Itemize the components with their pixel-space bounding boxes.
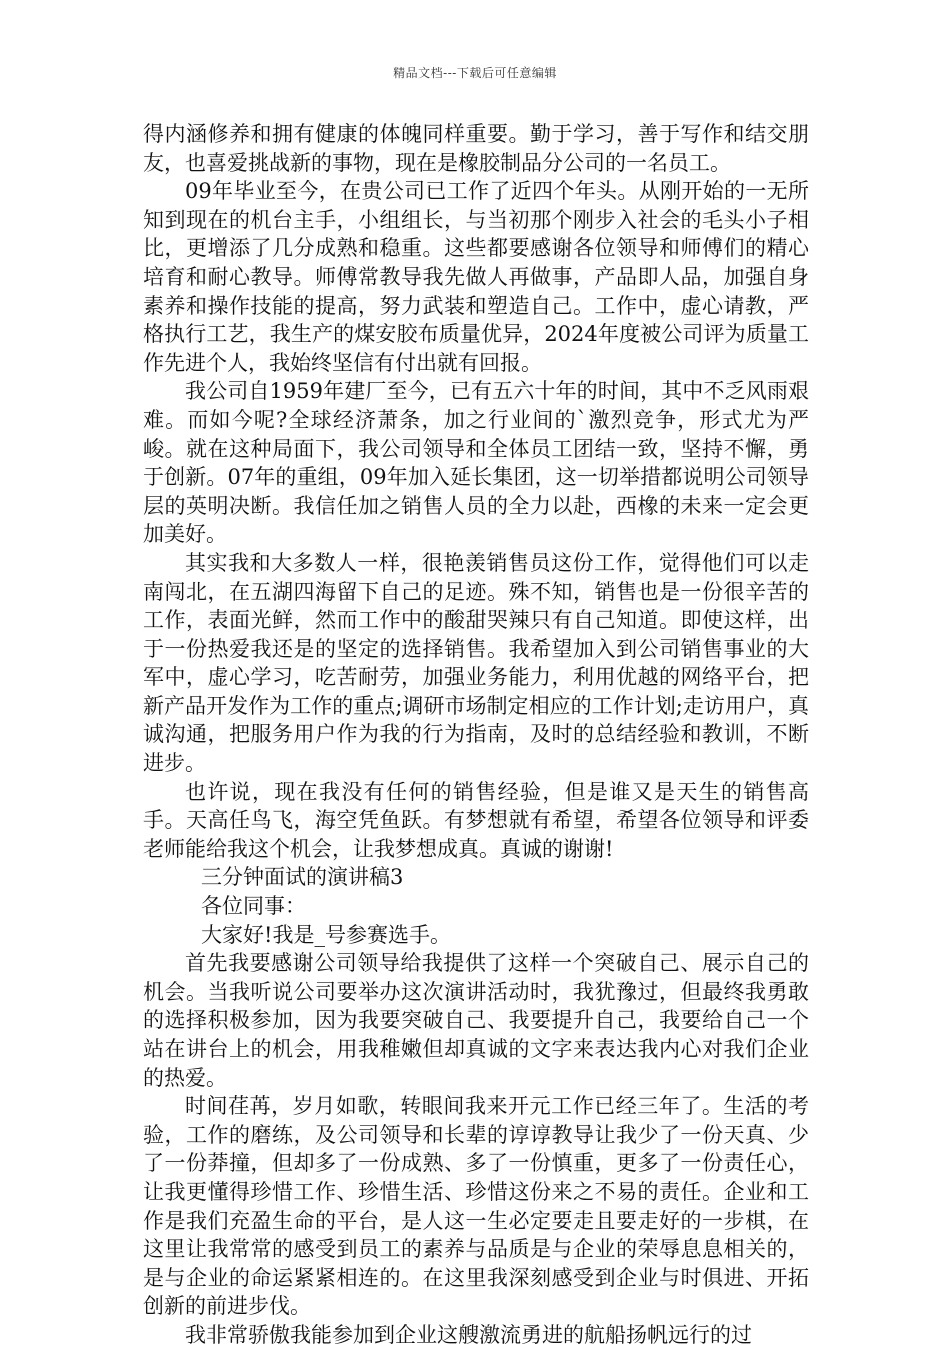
paragraph: 09年毕业至今，在贵公司已工作了近四个年头。从刚开始的一无所知到现在的机台主手，小组组长，与当初那个刚步入社会的毛头小子相比，更增添了几分成熟和稳重。这些都要感谢各位领导和师傅们的精心培育和耐心教导。师傅常教导我先做人再做事，产品即人品，加强自身素养和操作技能的提高，努力武装和塑造自己。工作中，虚心请教，严格执行工艺，我生产的煤安胶布质量优异，2024年度被公司评为质量工作先进个人，我始终坚信有付出就有回报。 xyxy=(143,179,809,375)
paragraph: 我公司自1959年建厂至今，已有五六十年的时间，其中不乏风雨艰难。而如今呢?全球经济萧条，加之行业间的`激烈竞争，形式尤为严峻。就在这种局面下，我公司领导和全体员工团结一致，坚持不懈，勇于创新。07年的重组，09年加入延长集团，这一切举措都说明公司领导层的英明决断。我信任加之销售人员的全力以赴，西橡的未来一定会更加美好。 xyxy=(143,379,809,547)
paragraph: 也许说，现在我没有任何的销售经验，但是谁又是天生的销售高手。天高任鸟飞，海空凭鱼跃。有梦想就有希望，希望各位领导和评委老师能给我这个机会，让我梦想成真。真诚的谢谢! xyxy=(143,779,809,861)
paragraph: 时间荏苒，岁月如歌，转眼间我来开元工作已经三年了。生活的考验，工作的磨练，及公司领导和长辈的谆谆教导让我少了一份天真、少了一份莽撞，但却多了一份成熟、多了一份慎重，更多了一份责任心，让我更懂得珍惜工作、珍惜生活、珍惜这份来之不易的责任。企业和工作是我们充盈生命的平台，是人这一生必定要走且要走好的一步棋，在这里让我常常的感受到员工的素养与品质是与企业的荣辱息息相关的，是与企业的命运紧紧相连的。在这里我深刻感受到企业与时俱进、开拓创新的前进步伐。 xyxy=(143,1094,809,1319)
section-title: 三分钟面试的演讲稿3 xyxy=(201,865,404,890)
salutation: 各位同事： xyxy=(201,894,306,919)
document-body xyxy=(143,120,809,1350)
paragraph: 其实我和大多数人一样，很艳羡销售员这份工作，觉得他们可以走南闯北，在五湖四海留下自己的足迹。殊不知，销售也是一份很辛苦的工作，表面光鲜，然而工作中的酸甜哭辣只有自己知道。即使这样，出于一份热爱我还是的坚定的选择销售。我希望加入到公司销售事业的大军中，虚心学习，吃苦耐劳，加强业务能力，利用优越的网络平台，把新产品开发作为工作的重点;调研市场制定相应的工作计划;走访用户，真诚沟通，把服务用户作为我的行为指南，及时的总结经验和教训，不断进步。 xyxy=(143,550,809,776)
greeting: 大家好!我是_号参赛选手。 xyxy=(201,922,451,947)
paragraph: 我非常骄傲我能参加到企业这艘激流勇进的航船扬帆远行的过 xyxy=(185,1322,752,1347)
paragraph: 得内涵修养和拥有健康的体魄同样重要。勤于学习，善于写作和结交朋友，也喜爱挑战新的事物，现在是橡胶制品分公司的一名员工。 xyxy=(143,122,809,175)
paragraph: 首先我要感谢公司领导给我提供了这样一个突破自己、展示自己的机会。当我听说公司要举办这次演讲活动时，我犹豫过，但最终我勇敢的选择积极参加，因为我要突破自己、我要提升自己，我要给自己一个站在讲台上的机会，用我稚嫩但却真诚的文字来表达我内心对我们企业的热爱。 xyxy=(143,951,809,1090)
page-header: 精品文档---下载后可任意编辑 xyxy=(393,66,557,80)
